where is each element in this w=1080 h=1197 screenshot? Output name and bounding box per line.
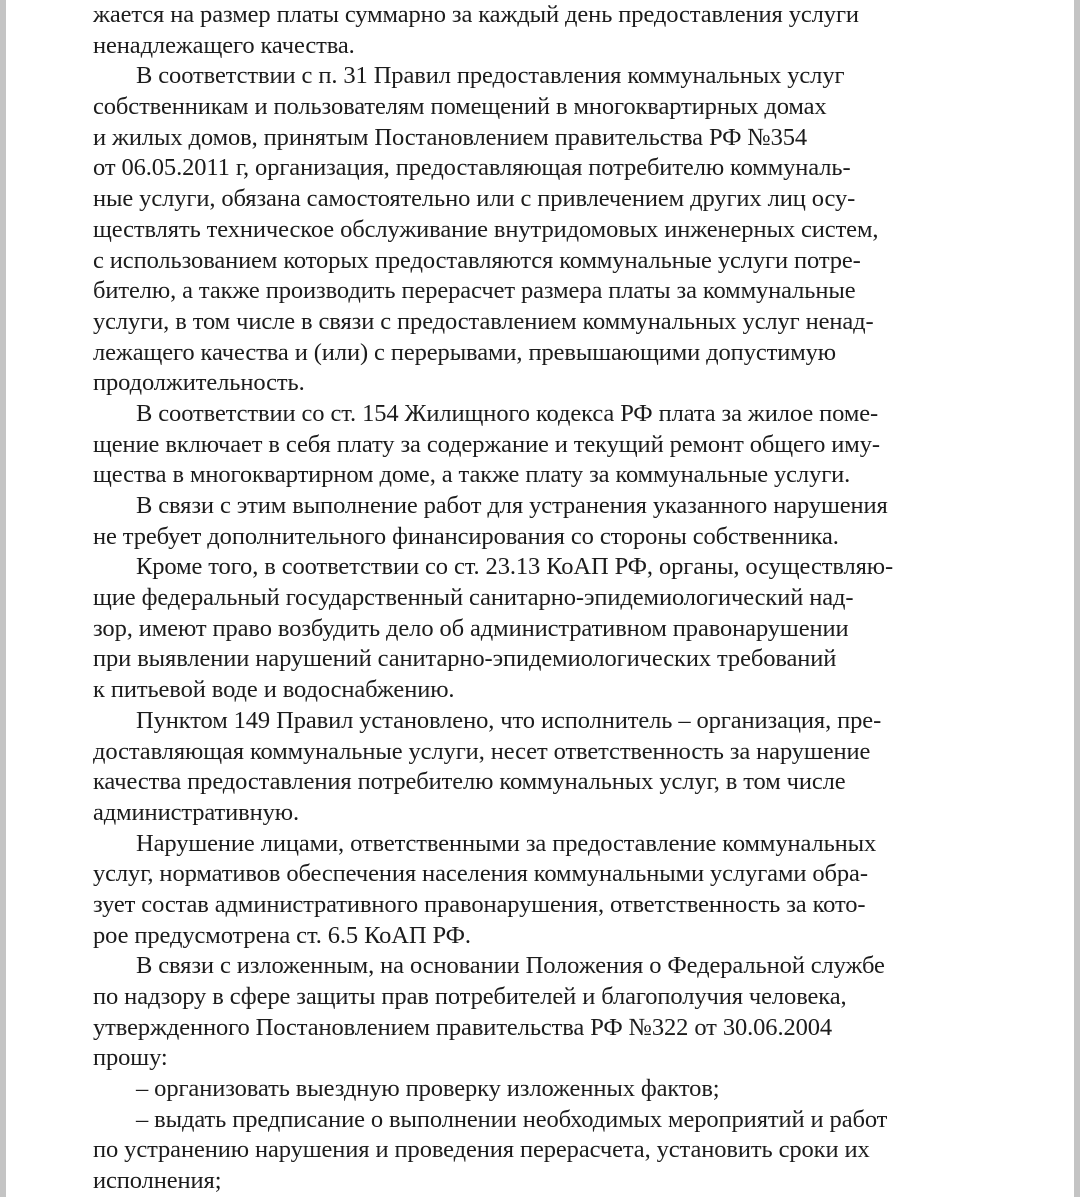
text-line: исполнения; bbox=[93, 1167, 222, 1195]
request-list-item: – выдать предписание о выполнении необходимых мероприятий и работ bbox=[136, 1105, 888, 1133]
paragraph-start: В связи с изложенным, на основании Положения о Федеральной службе bbox=[136, 952, 885, 980]
text-line: зор, имеют право возбудить дело об административном правонарушении bbox=[93, 614, 849, 642]
text-line: лежащего качества и (или) с перерывами, превышающими допустимую bbox=[93, 338, 836, 366]
paragraph-start: В связи с этим выполнение работ для устранения указанного нарушения bbox=[136, 492, 888, 519]
text-line: и жилых домов, принятым Постановлением правительства РФ №354 bbox=[93, 123, 808, 151]
text-line: бителю, а также производить перерасчет размера платы за коммунальные bbox=[93, 277, 856, 305]
request-list-item: – организовать выездную проверку изложенных фактов; bbox=[136, 1075, 720, 1103]
text-line: жается на размер платы суммарно за каждый день предоставления услуги bbox=[93, 1, 859, 28]
paragraph-start: В соответствии с п. 31 Правил предоставления коммунальных услуг bbox=[136, 62, 845, 90]
text-line: не требует дополнительного финансирования со стороны собственника. bbox=[93, 522, 839, 550]
paragraph-start: Кроме того, в соответствии со ст. 23.13 КоАП РФ, органы, осуществляю- bbox=[136, 553, 894, 581]
text-line: собственникам и пользователям помещений в многоквартирных домах bbox=[93, 93, 827, 121]
text-line: прошу: bbox=[93, 1044, 168, 1072]
text-line: услуг, нормативов обеспечения населения коммунальными услугами обра- bbox=[93, 860, 868, 888]
text-line: по надзору в сфере защиты прав потребителей и благополучия человека, bbox=[93, 983, 847, 1010]
text-line: услуги, в том числе в связи с предоставлением коммунальных услуг ненад- bbox=[93, 307, 874, 335]
right-edge-shadow bbox=[1074, 0, 1080, 1197]
text-line: ненадлежащего качества. bbox=[93, 31, 355, 59]
text-line: зует состав административного правонарушения, ответственность за кото- bbox=[93, 890, 866, 918]
text-line: ществлять техническое обслуживание внутридомовых инженерных систем, bbox=[93, 215, 879, 243]
document-body bbox=[93, 0, 993, 1197]
text-line: административную. bbox=[93, 798, 300, 826]
left-edge-shadow bbox=[0, 0, 6, 1197]
text-line: щества в многоквартирном доме, а также плату за коммунальные услуги. bbox=[93, 461, 851, 489]
paragraph-start: В соответствии со ст. 154 Жилищного кодекса РФ плата за жилое поме- bbox=[136, 399, 879, 427]
text-line: продолжительность. bbox=[93, 369, 305, 397]
text-line: при выявлении нарушений санитарно-эпидемиологических требований bbox=[93, 645, 837, 673]
text-line: от 06.05.2011 г, организация, предоставляющая потребителю коммуналь- bbox=[93, 154, 851, 182]
text-line: щение включает в себя плату за содержание и текущий ремонт общего иму- bbox=[93, 430, 880, 458]
text-line: качества предоставления потребителю коммунальных услуг, в том числе bbox=[93, 768, 846, 796]
text-line: с использованием которых предоставляются коммунальные услуги потре- bbox=[93, 246, 861, 274]
text-line: по устранению нарушения и проведения перерасчета, установить сроки их bbox=[93, 1136, 870, 1164]
text-line: доставляющая коммунальные услуги, несет ответственность за нарушение bbox=[93, 737, 871, 765]
paragraph-start: Нарушение лицами, ответственными за предоставление коммунальных bbox=[136, 829, 877, 857]
text-line: утвержденного Постановлением правительства РФ №322 от 30.06.2004 bbox=[93, 1013, 833, 1041]
paragraph-start: Пунктом 149 Правил установлено, что исполнитель – организация, пре- bbox=[136, 706, 882, 734]
text-line: к питьевой воде и водоснабжению. bbox=[93, 676, 455, 704]
text-line: ные услуги, обязана самостоятельно или с привлечением других лиц осу- bbox=[93, 185, 856, 213]
text-line: рое предусмотрена ст. 6.5 КоАП РФ. bbox=[93, 921, 471, 949]
text-line: щие федеральный государственный санитарно-эпидемиологический над- bbox=[93, 584, 854, 612]
